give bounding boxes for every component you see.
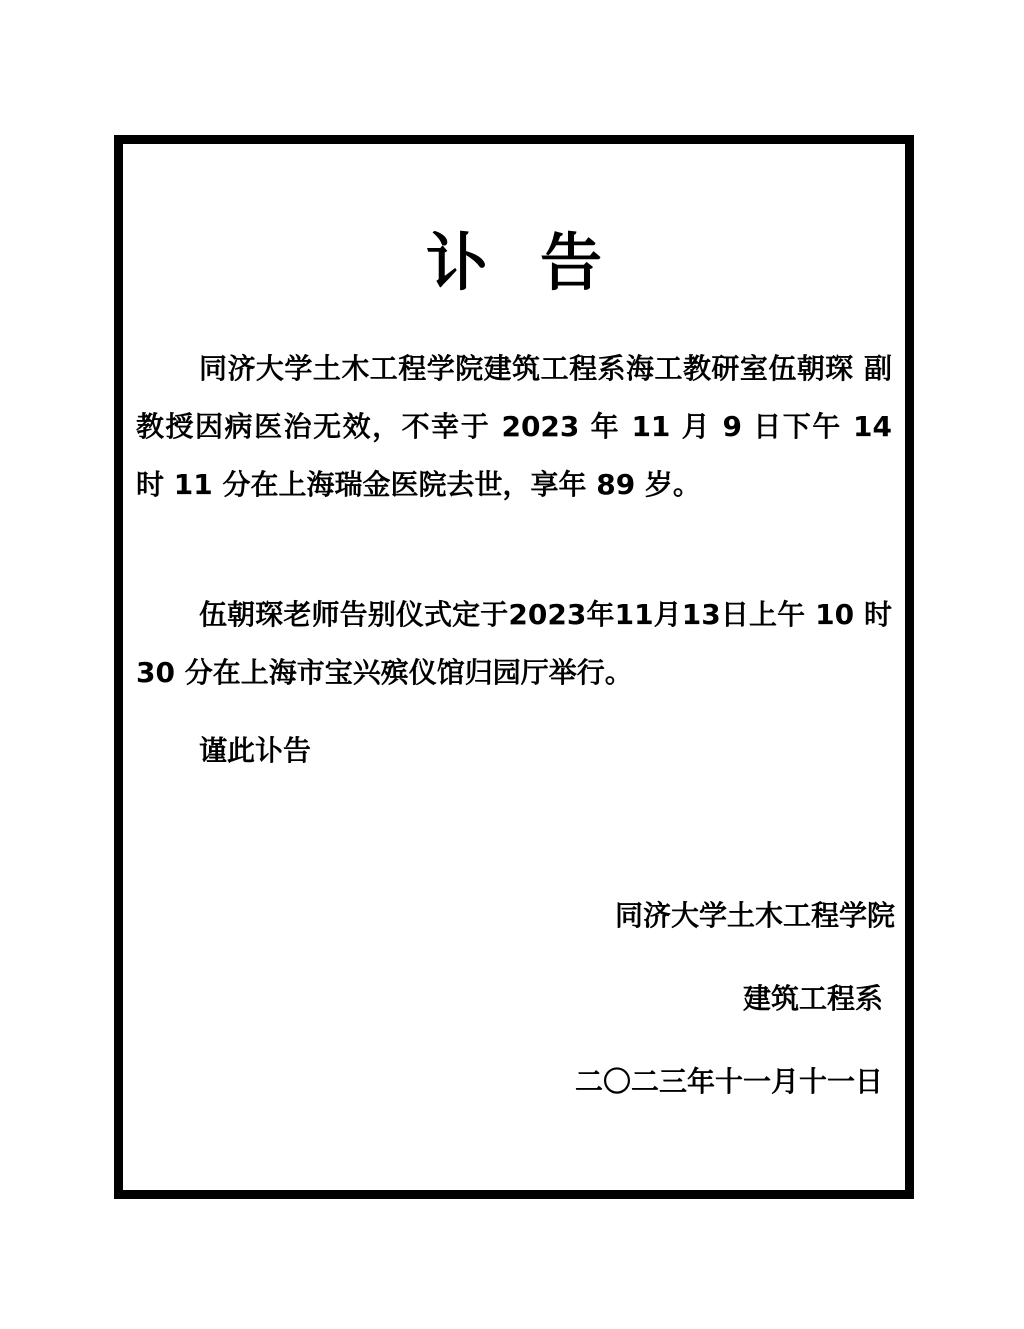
notice-paragraph-death: 同济大学土木工程学院建筑工程系海工教研室伍朝琛 副教授因病医治无效，不幸于 2023 年 11 月 9 日下午 14 时 11 分在上海瑞金医院去世，享年 89 岁。	[136, 352, 892, 501]
notice-closing: 谨此讣告	[199, 734, 312, 767]
notice-title: 讣告	[425, 226, 654, 299]
signature-date: 二〇二三年十一月十一日	[574, 1065, 883, 1098]
obituary-frame	[114, 135, 914, 1199]
signature-department: 建筑工程系	[742, 982, 883, 1015]
notice-paragraph-ceremony: 伍朝琛老师告别仪式定于2023年11月13日上午 10 时 30 分在上海市宝兴殡仪馆归园厅举行。	[136, 598, 892, 689]
signature-organization: 同济大学土木工程学院	[614, 899, 895, 932]
